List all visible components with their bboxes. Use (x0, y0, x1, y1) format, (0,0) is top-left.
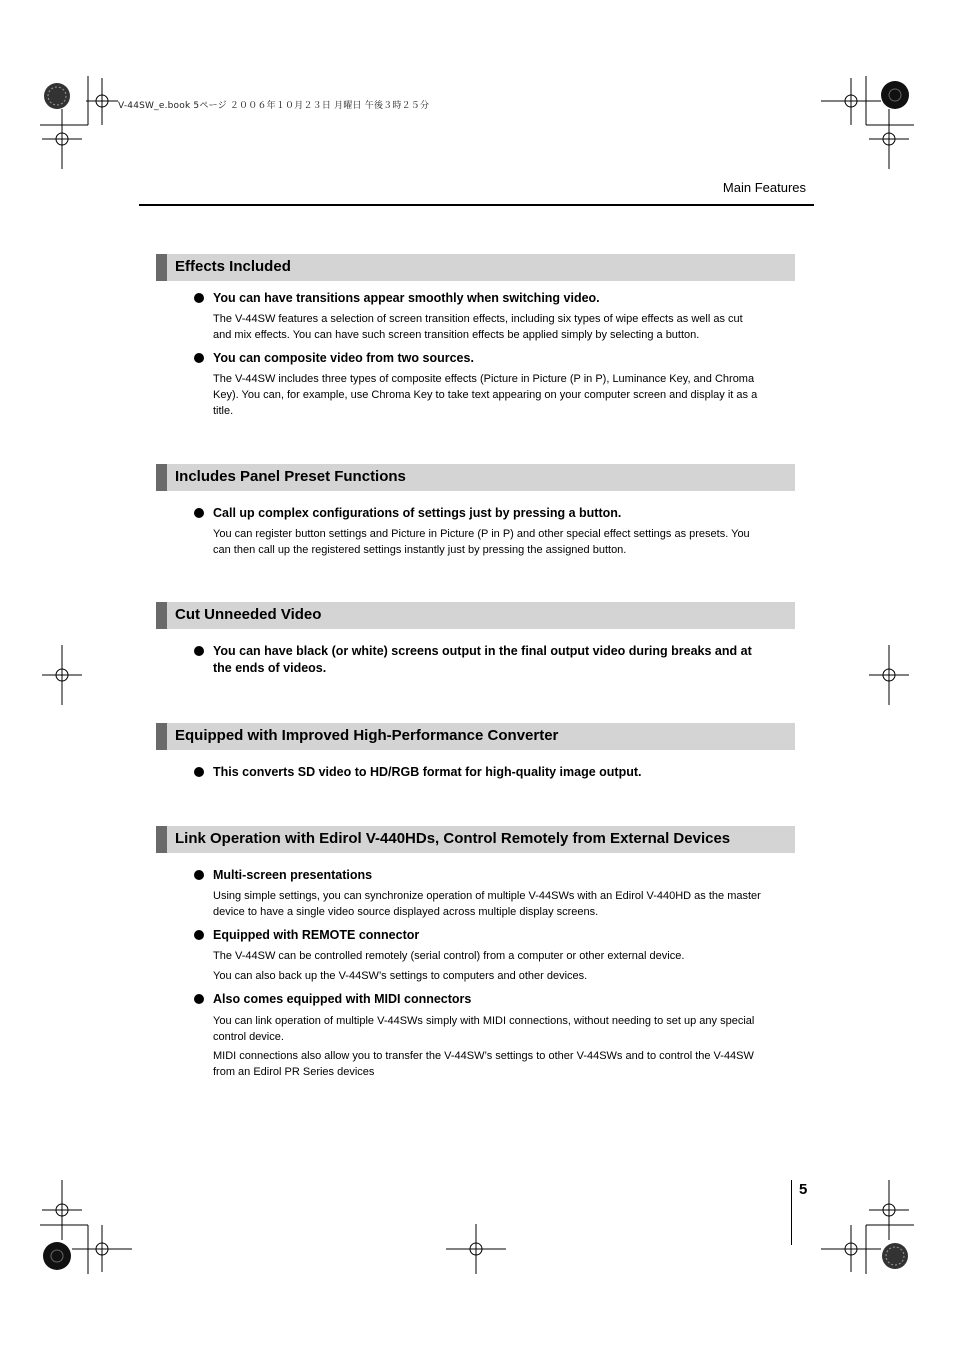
bullet-item (194, 290, 764, 307)
bullet-icon (194, 646, 204, 656)
bullet-item (194, 991, 764, 1008)
bullet-item (194, 350, 764, 367)
bullet-icon (194, 994, 204, 1004)
bullet-heading: This converts SD video to HD/RGB format for high-quality image output. (213, 765, 642, 779)
body-paragraph: You can link operation of multiple V-44SWs simply with MIDI connections, without needing to set up any special control device. (213, 1015, 755, 1043)
body-paragraph: MIDI connections also allow you to transfer the V-44SW’s settings to other V-44SWs and to control the V-44SW from an Edirol PR Series devices (213, 1050, 754, 1078)
bullet-icon (194, 353, 204, 363)
bullet-heading: Multi-screen presentations (213, 868, 373, 882)
running-head: Main Features (722, 180, 806, 195)
body-paragraph: You can register button settings and Picture in Picture (P in P) and other special effect settings as presets. You can then call up the registered settings instantly just by pressing the assigned button. (213, 528, 750, 556)
bullet-icon (194, 930, 204, 940)
section-heading-cut-video (156, 602, 795, 629)
section-heading-converter (156, 723, 795, 750)
section-title: Cut Unneeded Video (175, 606, 322, 623)
bullet-heading: Equipped with REMOTE connector (213, 928, 420, 942)
section-heading-panel-preset (156, 464, 795, 491)
bullet-item (194, 927, 764, 944)
bullet-heading: You can have transitions appear smoothly when switching video. (213, 291, 600, 305)
page-number-rule (791, 1180, 792, 1245)
page-number: 5 (799, 1181, 808, 1198)
body-paragraph: Using simple settings, you can synchronize operation of multiple V-44SWs with an Edirol V-440HD as the master device to have a single video source displayed across multiple display screens. (213, 890, 761, 918)
section-title: Effects Included (175, 258, 291, 275)
bullet-heading: Call up complex configurations of settings just by pressing a button. (213, 506, 622, 520)
bullet-item (194, 643, 764, 677)
bullet-item (194, 867, 764, 884)
bullet-icon (194, 767, 204, 777)
bullet-icon (194, 293, 204, 303)
bullet-heading: You can have black (or white) screens output in the final output video during breaks and at the ends of videos. (213, 644, 752, 675)
section-heading-link-operation (156, 826, 795, 853)
section-title: Equipped with Improved High-Performance Converter (175, 727, 559, 744)
bullet-item (194, 505, 764, 522)
section-title: Link Operation with Edirol V-440HDs, Control Remotely from External Devices (175, 830, 731, 847)
body-paragraph: The V-44SW features a selection of screen transition effects, including six types of wipe effects as well as cut and mix effects. You can have such screen transition effects be applied simply by selecting a button. (213, 313, 743, 341)
body-paragraph: The V-44SW can be controlled remotely (serial control) from a computer or other external device. (213, 950, 685, 962)
bullet-heading: You can composite video from two sources. (213, 351, 474, 365)
bullet-icon (194, 508, 204, 518)
bullet-item (194, 764, 764, 781)
section-heading-effects (156, 254, 795, 281)
body-paragraph: The V-44SW includes three types of composite effects (Picture in Picture (P in P), Luminance Key, and Chroma Key). You can, for example, use Chroma Key to take text appearing on your computer screen and display it as a title. (213, 373, 758, 417)
bullet-heading: Also comes equipped with MIDI connectors (213, 992, 472, 1006)
print-info: V-44SW_e.book 5ページ ２００６年１０月２３日 月曜日 午後３時２５分 (118, 101, 430, 111)
body-paragraph: You can also back up the V-44SW’s settings to computers and other devices. (213, 970, 588, 982)
header-rule (139, 204, 814, 206)
bullet-icon (194, 870, 204, 880)
section-title: Includes Panel Preset Functions (175, 468, 406, 485)
